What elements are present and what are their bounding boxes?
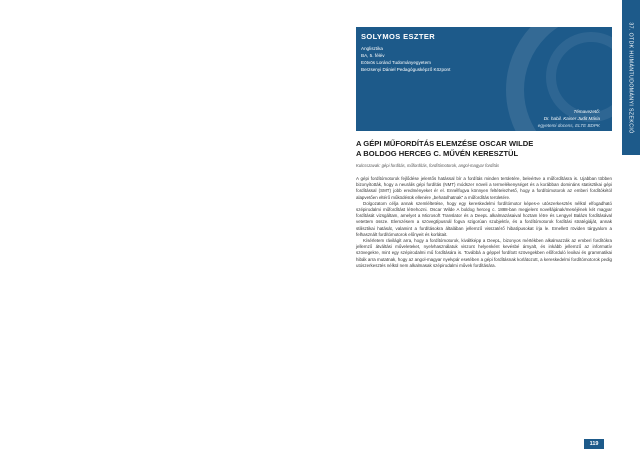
article-title-line-1: A GÉPI MŰFORDÍTÁS ELEMZÉSE OSCAR WILDE xyxy=(356,139,534,148)
section-side-label-wrap xyxy=(622,0,640,155)
supervisor-role: egyetemi docens, ELTE BDPK xyxy=(537,123,600,128)
body-paragraph-2: Dolgozatom célja annak szemléltetése, hogy egy kereskedelmi fordítómotor képes-e utószerkesztés nélkül elfogadható szépirodalmi műfordítást létrehozni. Oscar Wilde A boldog herceg c. 1888-ban megjelent novellájának/meséjének két magyar fordítását vizsgáltam, amelyet a Microsoft Translator és a DeepL alkalmazásaival hoztam létre és Lengyel Balázs fordításával vetettem össze. Elemzésem a szövegtípusnál fogva szigorúan szubjektív, és a fordítómotorok fordítási stratégiáját, annak stilisztikai hatását, valamint a fordításokra általában jellemző visszatérő hibatípusokat írja le. Emellett röviden tárgyalom a felhasznált fordítómotorok előnyeit és korlátait. xyxy=(356,200,612,237)
author-center: Berzsenyi Dániel Pedagógusképző Központ xyxy=(361,67,451,72)
article-body xyxy=(356,176,612,269)
supervisor-name: Dr. habil. Kaiser Judit Mária xyxy=(543,116,600,121)
article-title xyxy=(356,139,626,159)
body-paragraph-1: A gépi fordítómotorok fejlődése jelentős hatással bír a fordítás minden területére, beleértve a műfordításra is. Ujabban többen bizonyították, hogy a neurális gépi fordítás (NMT) módszer növeli a termelékenységet és a korábban domináns statisztikai gépi fordítással (SMT) jobb eredményeket ér el. Ennélfogva könnyen feltételezhető, hogy a fordítómotorok az emberi fordítókétól alapvetően eltérő működésük ellenére „behatolhatnak” a műfordítás területére. xyxy=(356,176,612,200)
author-major: Anglisztika xyxy=(361,46,383,51)
author-university: Eötvös Loránd Tudományegyetem xyxy=(361,60,431,65)
author-name: SOLYMOS ESZTER xyxy=(361,32,436,41)
body-paragraph-3: Kísérletem rávilágít arra, hogy a fordítómotorok, kiváltképp a DeepL, bizonyos mértékben alkalmazzák az emberi fordítókra jellemző átváltási műveleteket, nyelvhasználatuk viszont helyenként kevésbé árnyalt, és inkább jellemző az informatív szövegekre, mint egy szépirodalmi mű fordítására is. Továbbá a géppel fordított szövegekben előforduló lexikai és grammatikai hibák arra mutatnak, hogy az angol-magyar nyelvpár esetében a gépi fordításnak korlátozott, a kereskedelmi fordítómotorok pedig utószerkesztés nélkül nem alkalmasak szépirodalmi művek fordítására. xyxy=(356,238,612,268)
keywords: Kulcsszavak: gépi fordítás, műfordítás, fordítómotorok, angol-magyar fordítás xyxy=(356,163,500,168)
page-number: 119 xyxy=(584,439,604,449)
author-semester: BA, 5. félév xyxy=(361,53,385,58)
author-header-box xyxy=(356,27,612,131)
article-title-line-2: A BOLDOG HERCEG C. MŰVÉN KERESZTÜL xyxy=(356,149,519,158)
section-side-label: 37. OTDK HUMÁNTUDOMÁNYI SZEKCIÓ xyxy=(628,21,635,134)
supervisor-label: Témavezető: xyxy=(573,109,600,114)
